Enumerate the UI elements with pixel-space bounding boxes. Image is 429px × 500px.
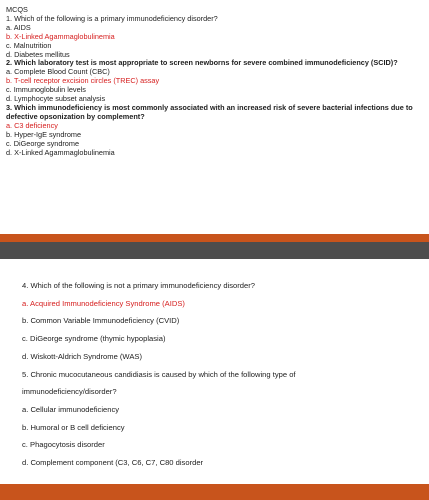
question-block-1 <box>6 15 424 158</box>
answer-line: b. X-Linked Agammaglobulinemia <box>6 31 115 41</box>
option-line: b. Humoral or B cell deficiency <box>22 422 125 432</box>
option-line: a. Cellular immunodeficiency <box>22 404 120 414</box>
option-line: c. Phagocytosis disorder <box>22 440 105 450</box>
question-line: 5. Chronic mucocutaneous candidiasis is caused by which of the following type of <box>22 369 296 379</box>
option-line: immunodeficiency/disorder? <box>22 387 117 397</box>
answer-line: b. T-cell receptor excision circles (TREC) assay <box>6 76 160 86</box>
question-block-2 <box>22 277 422 472</box>
question-line: 3. Which immunodeficiency is most commonly associated with an increased risk of severe bacterial infections due to defective opsonization by complement? <box>6 102 413 121</box>
option-line: d. Complement component (C3, C6, C7, C80 disorder <box>22 458 204 468</box>
option-line: b. Hyper-IgE syndrome <box>6 129 82 139</box>
option-line: c. Immunoglobulin levels <box>6 85 86 95</box>
page-divider-orange <box>0 234 429 242</box>
question-line: 2. Which laboratory test is most appropriate to screen newborns for severe combined immunodeficiency (SCID)? <box>6 58 398 68</box>
option-line: d. X-Linked Agammaglobulinemia <box>6 147 115 157</box>
option-line: b. Common Variable Immunodeficiency (CVID) <box>22 316 180 326</box>
option-line: d. Diabetes mellitus <box>6 49 70 59</box>
option-line: c. DiGeorge syndrome <box>6 138 79 148</box>
page-footer-bar <box>0 484 429 500</box>
option-line: c. Malnutrition <box>6 40 52 50</box>
answer-line: a. Acquired Immunodeficiency Syndrome (AIDS) <box>22 298 185 308</box>
option-line: a. AIDS <box>6 22 31 32</box>
option-line: c. DiGeorge syndrome (thymic hypoplasia) <box>22 334 166 344</box>
option-line: d. Wiskott-Aldrich Syndrome (WAS) <box>22 351 142 361</box>
question-line: 4. Which of the following is not a primary immunodeficiency disorder? <box>22 281 255 290</box>
option-line: a. Complete Blood Count (CBC) <box>6 67 110 77</box>
page-heading: MCQS <box>6 5 28 14</box>
question-line: 1. Which of the following is a primary immunodeficiency disorder? <box>6 13 218 23</box>
option-line: d. Lymphocyte subset analysis <box>6 94 106 104</box>
page-1-content <box>6 6 424 157</box>
page-divider-gray <box>0 242 429 259</box>
page-2-content <box>22 277 422 472</box>
answer-line: a. C3 deficiency <box>6 120 58 130</box>
